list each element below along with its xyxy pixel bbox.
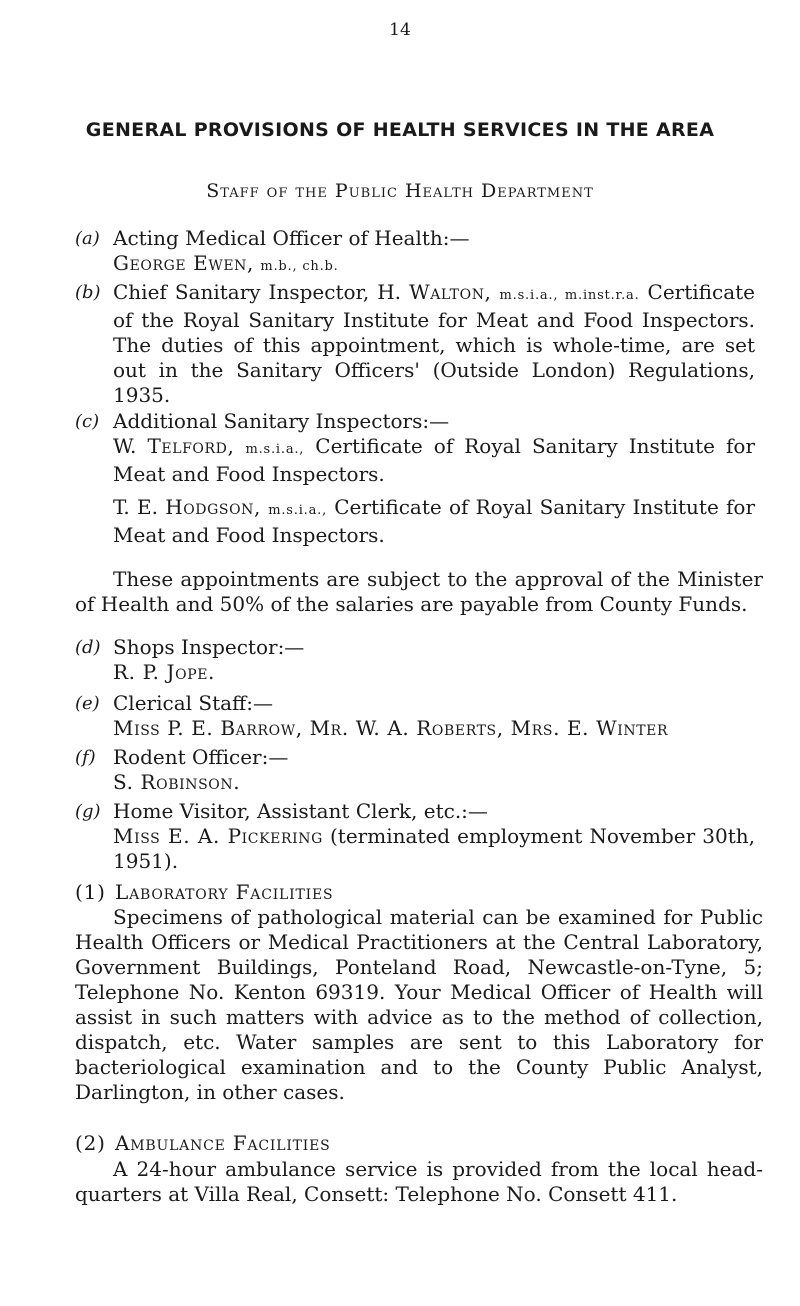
person-name: Miss E. A. Pickering — [113, 824, 323, 848]
entry-role: Home Visitor, Assistant Clerk, etc.:— — [113, 799, 488, 823]
person-name: Telford, — [147, 434, 235, 458]
inspector-entry: W. Telford, m.s.i.a., Certificate of Royal Sanitary Institute for Meat and Food Inspectors. — [113, 434, 756, 486]
person-names: Miss P. E. Barrow, Mr. W. A. Roberts, Mrs. E. Winter — [113, 716, 669, 740]
certificate: Certificate of Royal Sanitary Institute for Meat and Food Inspectors. — [113, 495, 756, 547]
section-heading-ambulance: (2) Ambulance Facilities — [75, 1131, 331, 1155]
entry-label: (g) — [75, 801, 101, 822]
entry-role: Shops Inspector:— — [113, 635, 305, 659]
qualifications: m.s.i.a., — [268, 503, 328, 518]
staff-entry-b — [75, 280, 755, 408]
person-name: Walton, — [409, 280, 492, 304]
person-name: S. Robinson. — [113, 770, 241, 794]
staff-entry-c — [75, 409, 755, 548]
staff-entry-f — [75, 745, 755, 795]
person-name: R. P. Jope. — [113, 660, 215, 684]
entry-role: Rodent Officer:— — [113, 745, 289, 769]
entry-description: Certificate of the Royal Sanitary Institute for Meat and Food Inspectors. The duties of this appointment, which is whole-time, are set out in the Sanitary Officers' (Outside London) Regulations, 1935. — [113, 280, 756, 407]
entry-label: (d) — [75, 637, 101, 658]
certificate: Certificate of Royal Sanitary Institute for Meat and Food Inspectors. — [113, 434, 756, 486]
page-number: 14 — [389, 20, 411, 40]
staff-entry-e — [75, 691, 755, 741]
ambulance-text: A 24-hour ambulance service is provided from the local head-quarters at Villa Real, Consett: Telephone No. Consett 411. — [75, 1157, 763, 1206]
staff-entry-d — [75, 635, 755, 685]
staff-entry-a — [75, 226, 755, 279]
entry-label: (c) — [75, 411, 100, 432]
section-subtitle: Staff of the Public Health Department — [206, 180, 594, 202]
employment-note: (terminated employment November 30th, 1951). — [113, 824, 755, 873]
entry-role: Chief Sanitary Inspector, H. — [113, 280, 402, 304]
entry-label: (b) — [75, 282, 101, 303]
entry-role: Acting Medical Officer of Health:— — [113, 226, 470, 250]
qualifications: m.s.i.a., — [245, 442, 305, 457]
approval-note: These appointments are subject to the approval of the Minister of Health and 50% of the salaries are payable from County Funds. — [75, 567, 763, 616]
entry-label: (f) — [75, 747, 96, 768]
qualifications: m.b., ch.b. — [260, 259, 339, 274]
entry-label: (a) — [75, 228, 100, 249]
staff-entry-g — [75, 799, 755, 874]
person-name: George Ewen, — [113, 251, 254, 275]
inspector-entry: T. E. Hodgson, m.s.i.a., Certificate of Royal Sanitary Institute for Meat and Food Inspectors. — [113, 495, 756, 547]
laboratory-text: Specimens of pathological material can be examined for Public Health Officers or Medical Practitioners at the Central Laboratory, Government Buildings, Ponteland Road, Newcastle-on-Tyne, 5; Telephone No. Kenton 69319. Your Medical Officer of Health will assist in such matters with advice as to the method of collection, dispatch, etc. Water samples are sent to this Laboratory for bacteriological examination and to the County Public Analyst, Darlington, in other cases. — [75, 905, 763, 1104]
entry-label: (e) — [75, 693, 100, 714]
page-title: GENERAL PROVISIONS OF HEALTH SERVICES IN THE AREA — [85, 119, 715, 141]
qualifications: m.s.i.a., m.inst.r.a. — [499, 288, 640, 303]
entry-role: Clerical Staff:— — [113, 691, 273, 715]
entry-role: Additional Sanitary Inspectors:— — [113, 409, 450, 433]
person-name: Hodgson, — [165, 495, 261, 519]
section-heading-laboratory: (1) Laboratory Facilities — [75, 880, 334, 904]
